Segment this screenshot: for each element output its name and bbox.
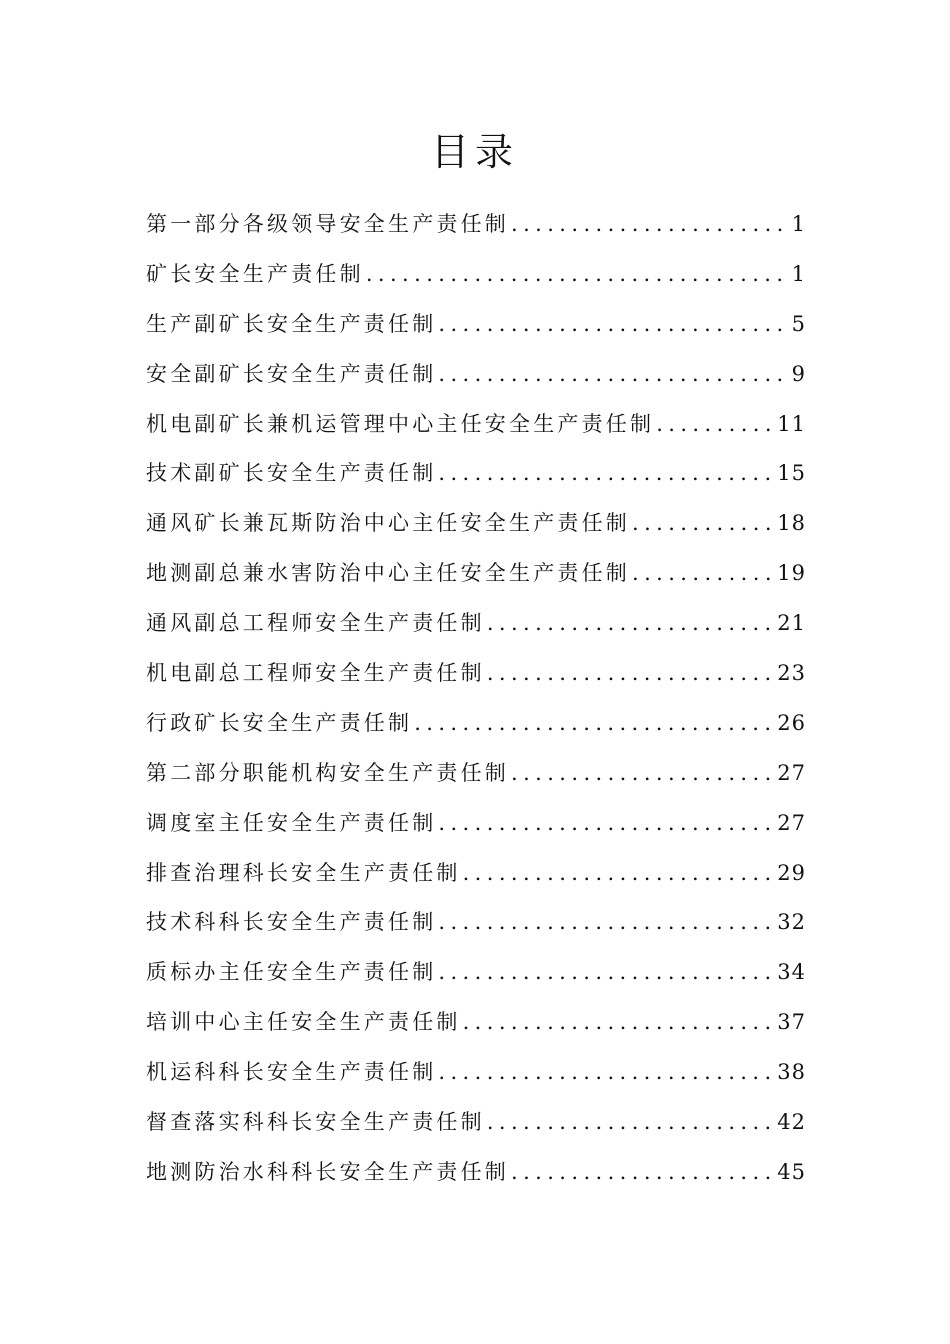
toc-entry[interactable] [146, 1098, 806, 1148]
toc-page-number: 45 [777, 1159, 806, 1184]
toc-entry[interactable] [146, 849, 806, 899]
toc-page-number: 21 [777, 611, 806, 636]
toc-entry-label: 机电副矿长兼机运管理中心主任安全生产责任制 [146, 411, 655, 436]
toc-dot-leader [438, 898, 775, 948]
toc-dot-leader [438, 300, 789, 350]
toc-page-number: 1 [791, 212, 806, 236]
toc-page-number: 18 [777, 511, 806, 536]
table-of-contents [146, 200, 806, 1198]
toc-dot-leader [438, 1048, 775, 1098]
toc-page-number: 11 [777, 411, 806, 436]
toc-entry-label: 机电副总工程师安全生产责任制 [146, 661, 485, 686]
toc-entry[interactable] [146, 998, 806, 1048]
toc-entry-label: 矿长安全生产责任制 [146, 261, 364, 286]
toc-entry-label: 技术副矿长安全生产责任制 [146, 461, 437, 486]
toc-dot-leader [487, 649, 775, 699]
toc-page-number: 29 [777, 860, 806, 885]
toc-dot-leader [463, 998, 776, 1048]
toc-entry-label: 技术科科长安全生产责任制 [146, 910, 437, 935]
toc-entry-label: 督查落实科科长安全生产责任制 [146, 1110, 485, 1135]
toc-entry[interactable] [146, 549, 806, 599]
toc-entry[interactable] [146, 1048, 806, 1098]
toc-dot-leader [414, 699, 775, 749]
toc-entry-label: 地测副总兼水害防治中心主任安全生产责任制 [146, 561, 630, 586]
toc-dot-leader [438, 449, 775, 499]
toc-dot-leader [487, 599, 775, 649]
toc-dot-leader [511, 200, 790, 250]
toc-page-number: 34 [777, 960, 806, 985]
toc-entry[interactable] [146, 300, 806, 350]
toc-page-number: 19 [777, 561, 806, 586]
toc-entry[interactable] [146, 898, 806, 948]
toc-page-number: 42 [777, 1110, 806, 1135]
toc-entry[interactable] [146, 799, 806, 849]
toc-dot-leader [463, 849, 776, 899]
toc-dot-leader [632, 499, 775, 549]
toc-dot-leader [511, 749, 775, 799]
toc-dot-leader [438, 350, 789, 400]
toc-dot-leader [487, 1098, 775, 1148]
toc-entry[interactable] [146, 449, 806, 499]
toc-entry[interactable] [146, 499, 806, 549]
toc-entry-label: 培训中心主任安全生产责任制 [146, 1010, 461, 1035]
toc-page-number: 32 [777, 910, 806, 935]
toc-entry-label: 调度室主任安全生产责任制 [146, 810, 437, 835]
toc-page-number: 5 [791, 311, 806, 336]
toc-dot-leader [438, 799, 775, 849]
toc-page-number: 26 [777, 710, 806, 735]
toc-entry[interactable] [146, 749, 806, 799]
toc-entry[interactable] [146, 1148, 806, 1198]
toc-page-number: 9 [791, 361, 806, 386]
toc-entry-label: 行政矿长安全生产责任制 [146, 710, 413, 735]
toc-dot-leader [511, 1148, 775, 1198]
toc-entry[interactable] [146, 948, 806, 998]
toc-entry[interactable] [146, 400, 806, 450]
toc-entry-label: 地测防治水科科长安全生产责任制 [146, 1159, 509, 1184]
toc-dot-leader [632, 549, 775, 599]
toc-entry[interactable] [146, 599, 806, 649]
toc-entry[interactable] [146, 699, 806, 749]
toc-page-number: 27 [777, 760, 806, 785]
toc-entry-label: 第二部分职能机构安全生产责任制 [146, 760, 509, 785]
toc-page-number: 27 [777, 810, 806, 835]
page-title: 目录 [430, 130, 519, 174]
toc-entry-label: 通风副总工程师安全生产责任制 [146, 611, 485, 636]
toc-dot-leader [366, 250, 790, 300]
toc-entry-label: 排查治理科长安全生产责任制 [146, 860, 461, 885]
toc-entry-label: 安全副矿长安全生产责任制 [146, 361, 437, 386]
toc-dot-leader [656, 400, 775, 450]
toc-entry-label: 通风矿长兼瓦斯防治中心主任安全生产责任制 [146, 511, 630, 536]
toc-page-number: 15 [777, 461, 806, 486]
toc-entry[interactable] [146, 200, 806, 250]
toc-entry[interactable] [146, 250, 806, 300]
toc-entry-label: 机运科科长安全生产责任制 [146, 1060, 437, 1085]
toc-entry-label: 质标办主任安全生产责任制 [146, 960, 437, 985]
toc-dot-leader [438, 948, 775, 998]
toc-page-number: 1 [791, 261, 806, 286]
toc-page-number: 37 [777, 1010, 806, 1035]
toc-entry-label: 生产副矿长安全生产责任制 [146, 311, 437, 336]
toc-page-number: 23 [777, 661, 806, 686]
toc-entry[interactable] [146, 350, 806, 400]
toc-entry-label: 第一部分各级领导安全生产责任制 [146, 212, 509, 236]
toc-entry[interactable] [146, 649, 806, 699]
toc-page-number: 38 [777, 1060, 806, 1085]
